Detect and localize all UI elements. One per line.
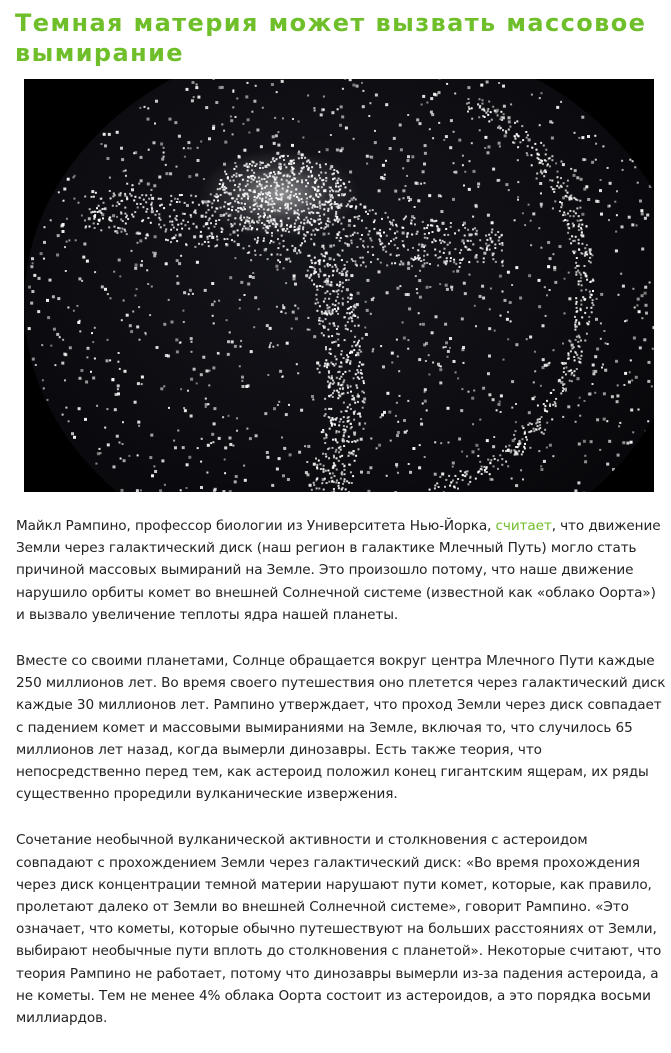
paragraph-1-text-start: Майкл Рампино, профессор биологии из Университета Нью-Йорка, xyxy=(16,518,496,534)
core-glow xyxy=(199,149,359,239)
article-title: Темная материя может вызвать массовое вымирание xyxy=(15,8,665,68)
paragraph-2: Вместе со своими планетами, Солнце обращается вокруг центра Млечного Пути каждые 250 миллионов лет. Во время своего путешествия оно плетется через галактический диск каждые 30 миллионов лет. Рампино утверждает, что проход Земли через диск совпадает с падением комет и массовыми вымираниями на Земле, включая то, что случилось 65 миллионов лет назад, когда вымерли динозавры. Есть также теория, что непосредственно перед тем, как астероид положил конец гигантским ящерам, их ряды существенно проредили вулканические извержения. xyxy=(16,650,666,805)
paragraph-1-text-end: , что движение Земли через галактический диск (наш регион в галактике Млечный Путь) могло стать причиной массовых вымираний на Земле. Это произошло потому, что наше движение нарушило орбиты комет во внешней Солнечной системе (известной как «облако Оорта») и вызвало увеличение теплоты ядра нашей планеты. xyxy=(16,518,660,623)
hero-image xyxy=(24,79,654,492)
source-link[interactable]: считает xyxy=(496,518,552,534)
paragraph-1 xyxy=(16,515,666,626)
dark-matter-star-field-illustration xyxy=(24,79,654,492)
paragraph-3: Сочетание необычной вулканической активности и столкновения с астероидом совпадают с прохождением Земли через галактический диск: «Во время прохождения через диск концентрации темной материи нарушают пути комет, которые, как правило, пролетают далеко от Земли во внешней Солнечной системе», говорит Рампино. «Это означает, что кометы, которые обычно путешествуют на больших расстояниях от Земли, выбирают необычные пути вплоть до столкновения с планетой». Некоторые считают, что теория Рампино не работает, потому что динозавры вымерли из-за падения астероида, а не кометы. Тем не менее 4% облака Оорта состоит из астероидов, а это порядка восьми миллиардов. xyxy=(16,829,666,1029)
article-body xyxy=(16,515,666,1053)
